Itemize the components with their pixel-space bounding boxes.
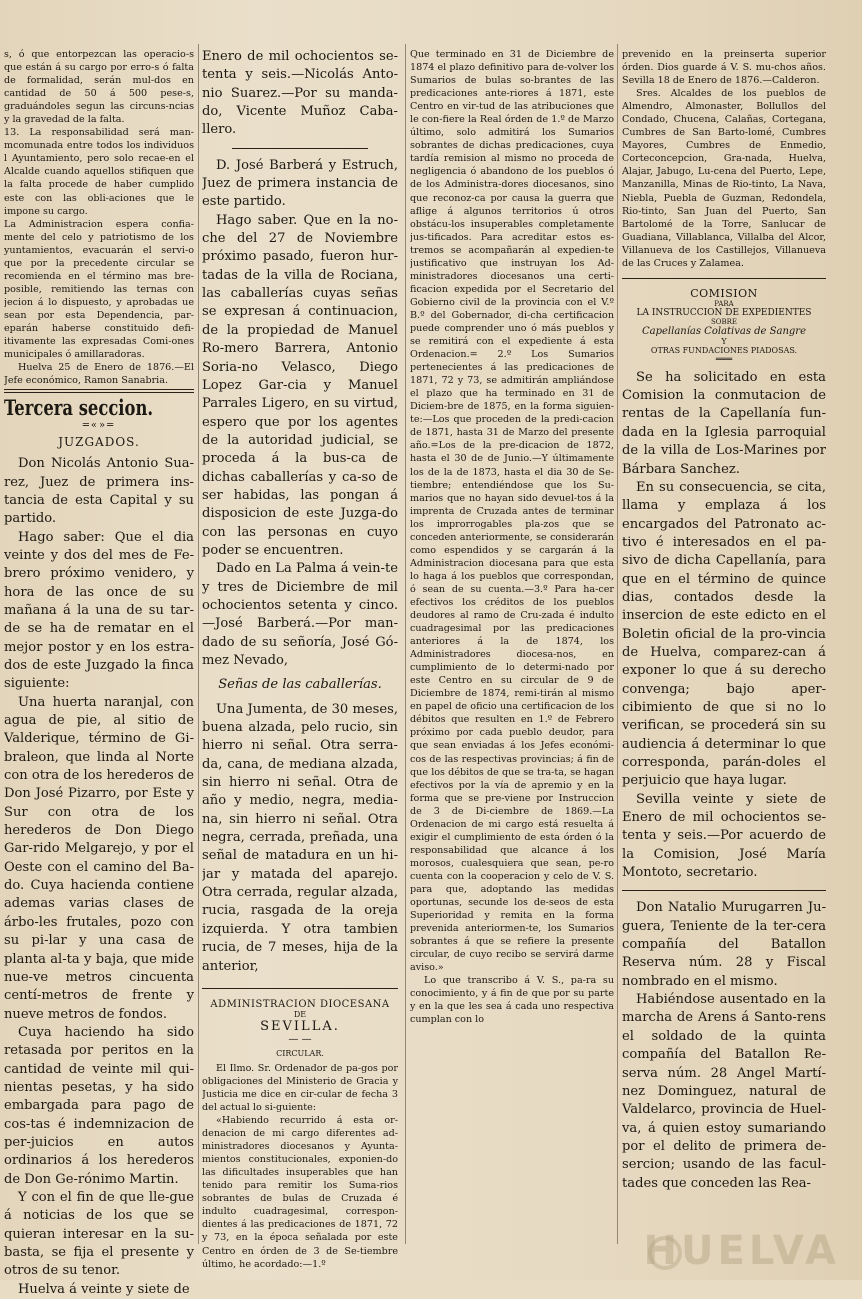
comision-dash: ═══	[715, 354, 733, 365]
admin-dash: — —	[288, 1033, 312, 1045]
comision-capellanias: Capellanías Colativas de Sangre	[641, 325, 807, 337]
juzgados-heading: JUZGADOS.	[58, 435, 140, 450]
comision-fundaciones: OTRAS FUNDACIONES PIADOSAS.	[650, 345, 798, 355]
comision-heading: COMISION	[690, 286, 758, 300]
finca-description: Una huerta naranjal, con agua de pie, al sitio de Valderique, término de Gi-braleon, que linda al Norte con otra de los herederos de Don José Pizarro, por Este y Sur con otra de los herederos de Don Diego Gar-rido Melgarejo, y por el Oeste con el camino del Ba-do. Cuya hacienda contiene ademas varias clases de árbo-les frutales, pozo con su pi-lar y una casa de planta al-ta y baja, que mide nue-ve metros cincuenta centí-metros de frente y nueve metros de fondos.	[4, 694, 194, 1022]
caballerias-description: Una Jumenta, de 30 meses, buena alzada, pelo rucio, sin hierro ni señal. Otra serra-da, cana, de mediana alzada, sin hierro ni señal. Otra de año y medio, negra, media-na, sin hierro ni señal. Otra negra, cerrada, preñada, una señal de matadura en un hi-jar y matada del aparejo. Otra cerrada, regular alzada, rucia, rasgada de la oreja izquierda. Y otra tambien rucia, de 7 meses, hija de la anterior,	[202, 701, 398, 974]
solicitud: Se ha solicitado en esta Comision la conmutacion de rentas de la Capellanía fun-dada en la Iglesia parroquial de la villa de Los-Marines por Bárbara Sanchez.	[622, 369, 826, 477]
column-rule	[198, 44, 199, 1244]
column-rule	[405, 44, 406, 1244]
circular-heading: CIRCULAR.	[276, 1048, 324, 1058]
column-2	[202, 48, 398, 1271]
transcribo: Lo que transcribo á V. S., pa-ra su conocimiento, y á fin de que por su parte y en la que les sea á cada uno respectiva cumplan con lo	[410, 975, 614, 1026]
watermark-huelva: HUELVA	[643, 1228, 840, 1274]
column-4	[622, 48, 826, 1193]
fecha-huelva: Huelva á veinte y siete de	[18, 1281, 190, 1297]
circular-body: Que terminado en 31 de Diciembre de 1874 el plazo definitivo para de-volver los Sumarios de bulas so-brantes de las predicaciones ante-riores á 1871, este Centro en vir-tud de las atribuciones que le con-fiere la Real órden de 1.º de Marzo último, solo admitirá los Sumarios sobrantes de dichas predicaciones, cuya tardía remision al mismo no proceda de negligencia ó abandono de los pueblos ó de los Administra-dores diocesanos, sino que reconoz-ca por causa la guerra que aflige á algunos territorios ú otros obstácu-los insuperables completamente jus-tificados. Para acreditar estos es-tremos se acompañarán al expedien-te justificativo que instruyan los Ad-ministradores diocesanos una certi-ficacion expedida por el Secretario del Gobierno civil de la provincia con el V.º B.º del Gobernador, di-cha certificacion puede comprender uno ó más pueblos y se remitirá con el expediente á esta Ordenacion.= 2.º Los Sumarios pertenecientes á las predicaciones de 1871, 72 y 73, se admitirán ampliándose el plazo que ha terminado en 31 de Diciem-bre de 1875, en la forma siguien-te:—Los que proceden de la predi-cacion de 1871, hasta 31 de Marzo del presente año.=Los de la pre-dicacion de 1872, hasta el 30 de de Junio.—Y últimamente los de la de 1873, hasta el dia 30 de Se-tiembre; entendiéndose que los Su-marios que no hayan sido devuel-tos á la imprenta de Cruzada antes de terminar los improrrogables pla-zos que se conceden anteriormente, se considerarán como espendidos y se cargarán á la Administracion diocesana para que esta lo haga á los pueblos que correspondan, ó sean de su cuenta.—3.º Para ha-cer efectivos los créditos de los pueblos deudores al ramo de Cru-zada é indulto cuadragesimal por las predicaciones anteriores á la de 1874, los Administradores diocesa-nos, en cumplimiento de lo determi-nado por este Centro en su circular de 9 de Diciembre de 1874, remi-tirán al mismo en papel de oficio una certificacion de los débitos que resulten en 1.º de Febrero próximo por cada pueblo deudor, para que sean enviadas á los Jefes económi-cos de las respectivas provincias; á fin de que los débitos de que se tra-ta, se hagan efectivos por la vía de apremio y en la forma que se pre-viene por Instruccion de 3 de Di-ciembre de 1869.—La Ordenacion de mi cargo está resuelta á exigir el cumplimiento de esta órden ó la responsabilidad que alcance á los morosos, cualesquiera que sean, pe-ro cuenta con la cooperacion y celo de V. S. para que, adoptando las medidas oportunas, secunde los de-seos de esta Superioridad y remita en la forma prevenida anteriormen-te, los Sumarios sobrantes á que se refiere la presente circular, de cuyo recibo se servirá darme aviso.»	[410, 49, 614, 974]
divider	[202, 988, 398, 989]
tasacion: Cuya haciendo ha sido retasada por peritos en la cantidad de veinte mil qui-nientas pesetas, y ha sido embargada para pago de cos-tas é indemnizacion de per-juicios en autos ordinarios á los herederos de Don Ge-rónimo Martin.	[4, 1024, 194, 1187]
comision-para: PARA	[714, 299, 734, 308]
section-divider	[4, 389, 194, 393]
column-3	[410, 48, 614, 1027]
divider	[622, 278, 826, 279]
comision-y: Y	[721, 336, 727, 346]
juez-intro: Don Nicolás Antonio Sua-rez, Juez de primera ins-tancia de esta Capital y su partido.	[4, 456, 194, 527]
alcaldes-list: Sres. Alcaldes de los pueblos de Almendro, Almonaster, Bollullos del Condado, Chucena, Calañas, Cortegana, Cumbres de San Barto-lomé, Cumbres Mayores, Cumbres de Enmedio, Corteconcepcion, Gra-nada, Huelva, Alajar, Jabugo, Lu-cena del Puerto, Lepe, Manzanilla, Minas de Rio-tinto, La Nava, Niebla, Puebla de Guzman, Redondela, Rio-tinto, San Juan del Puerto, San Bartolomé de la Torre, Sanlucar de Guadiana, Villablanca, Villalba del Alcor, Villanueva de los Castillejos, Villanueva de las Cruces y Zalamea.	[622, 88, 826, 269]
dado-en-la-palma: Dado en La Palma á vein-te y tres de Diciembre de mil ochocientos setenta y cinco. —José Barberá.—Por man-dado de su señoría, José Gó-mez Nevado,	[202, 561, 398, 668]
desercion: Habiéndose ausentado en la marcha de Arens á Santo-rens el soldado de la quinta compañía del Batallon Re-serva núm. 28 Angel Martí-nez Dominguez, natural de Valdelarco, provincia de Huel-va, á quien estoy sumariando por el delito de primera de-sercion; usando de las facul-tades que conceden las Rea-	[622, 992, 826, 1191]
circular-body-start: «Habiendo recurrido á esta or-denacion de mi cargo diferentes ad-ministradores diocesanos y Ayunta-mientos constitucionales, exponien-do las dificultades insuperables que han tenido para remitir los Suma-rios sobrantes de bulas de Cruzada é indulto cuadragesimal, correspon-dientes á las predicaciones de 1871, 72 y 73, en la época señalada por este Centro en órden de 3 de Se-tiembre último, he acordado:—1.º	[202, 1115, 398, 1270]
emplazamiento: En su consecuencia, se cita, llama y emplaza á los encargados del Patronato ac-tivo é interesados en el pa-sivo de dicha Capellanía, para que en el término de quince dias, contados desde la insercion de este edicto en el Boletin oficial de la pro-vincia de Huelva, comparez-can á exponer lo que á su derecho convenga; bajo aper-cibimiento de que si no lo verifican, se procederá sin su audiencia á determinar lo que corresponda, parán-doles el perjuicio que haya lugar.	[622, 479, 826, 789]
fragment-intro: s, ó que entorpezcan las operacio-s que están á su cargo por erro-s ó falta de formalidad, serán mul-dos en cantidad de 50 á 500 pese-s, graduándoles segun las circuns-ncias y la gravedad de la falta.	[4, 49, 194, 126]
senas-heading: Señas de las caballerías.	[218, 677, 382, 693]
circular-end: prevenido en la preinserta superior órden. Dios guarde á V. S. mu-chos años. Sevilla 18 de Enero de 1876.—Calderon.	[622, 49, 826, 87]
fiscal-intro: Don Natalio Murugarren Ju-guera, Teniente de la ter-cera compañía del Batallon Reserva núm. 28 y Fiscal nombrado en el mismo.	[622, 900, 826, 989]
fragment-administration: La Administracion espera confia-mente del celo y patriotismo de los yuntamientos, evacuarán el servi-o que por la precedente circular se recomienda en el término mas bre-posible, remitiendo las ternas con jecion á lo dispuesto, y aprobadas ue sean por esta Dependencia, par-eparán haberse constituido defi-itivamente las expresadas Comi-ones municipales ó amillaradoras.	[4, 218, 194, 361]
hurto-notice: Hago saber. Que en la no-che del 27 de Noviembre próximo pasado, fueron hur-tadas de la villa de Rociana, las caballerías cuyas señas se expresan á continuacion, de la propiedad de Manuel Ro-mero Barrera, Antonio Soria-no Velasco, Diego Lopez Gar-cia y Manuel Parrales Ligero, en su virtud, espero que por los agentes de la autoridad judicial, se proceda á la bus-ca de dichas caballerías y ca-so de ser habidas, las pongan á disposicion de este Juzga-do con las personas en cuyo poder se encuentren.	[202, 212, 398, 558]
sevilla-fecha: Sevilla veinte y siete de Enero de mil ochocientos se-tenta y seis.—Por acuerdo de la Comision, José María Montoto, secretario.	[622, 791, 826, 881]
ornament: ═«»═	[82, 420, 116, 432]
section-title: Tercera seccion.	[4, 395, 154, 421]
admin-heading-2: DE	[293, 1009, 307, 1019]
admin-heading-3: SEVILLA.	[260, 1018, 340, 1034]
comision-instruccion: LA INSTRUCCION DE EXPEDIENTES	[636, 307, 812, 318]
column-rule	[617, 44, 618, 1244]
fragment-article-13: 13. La responsabilidad será man-mcomunada entre todos los individuos l Ayuntamiento, pero solo recae-en el Alcalde cuando aquellos stifiquen que la falta procede de haber cumplido este con las obli-aciones que le impone su cargo.	[4, 127, 194, 217]
divider	[622, 890, 826, 891]
admin-heading-1: ADMINISTRACION DIOCESANA	[210, 998, 390, 1010]
comision-sobre: SOBRE	[710, 317, 738, 326]
column-1	[4, 48, 194, 1299]
fragment-date-signature: Huelva 25 de Enero de 1876.—El Jefe económico, Ramon Sanabria.	[4, 362, 194, 387]
divider	[232, 148, 368, 149]
signature-suarez: Enero de mil ochocientos se-tenta y seis.—Nicolás Anto-nio Suarez.—Por su manda-do, Vicente Muñoz Caba-llero.	[202, 49, 398, 138]
circular-intro: El Ilmo. Sr. Ordenador de pa-gos por obligaciones del Ministerio de Gracia y Justicia me dice en cir-cular de fecha 3 del actual lo si-guiente:	[202, 1062, 398, 1113]
hago-saber: Hago saber: Que el dia veinte y dos del mes de Fe-brero próximo venidero, y hora de las once de su mañana á la una de su tar-de se ha de rematar en el mejor postor y en los estra-dos de este Juzgado la finca siguiente:	[4, 529, 194, 692]
juez-barbera: D. José Barberá y Estruch, Juez de primera instancia de este partido.	[202, 157, 398, 210]
subasta: Y con el fin de que lle-gue á noticias de los que se quieran interesar en la su-basta, se fija el presente y otros de su tenor.	[4, 1189, 194, 1279]
